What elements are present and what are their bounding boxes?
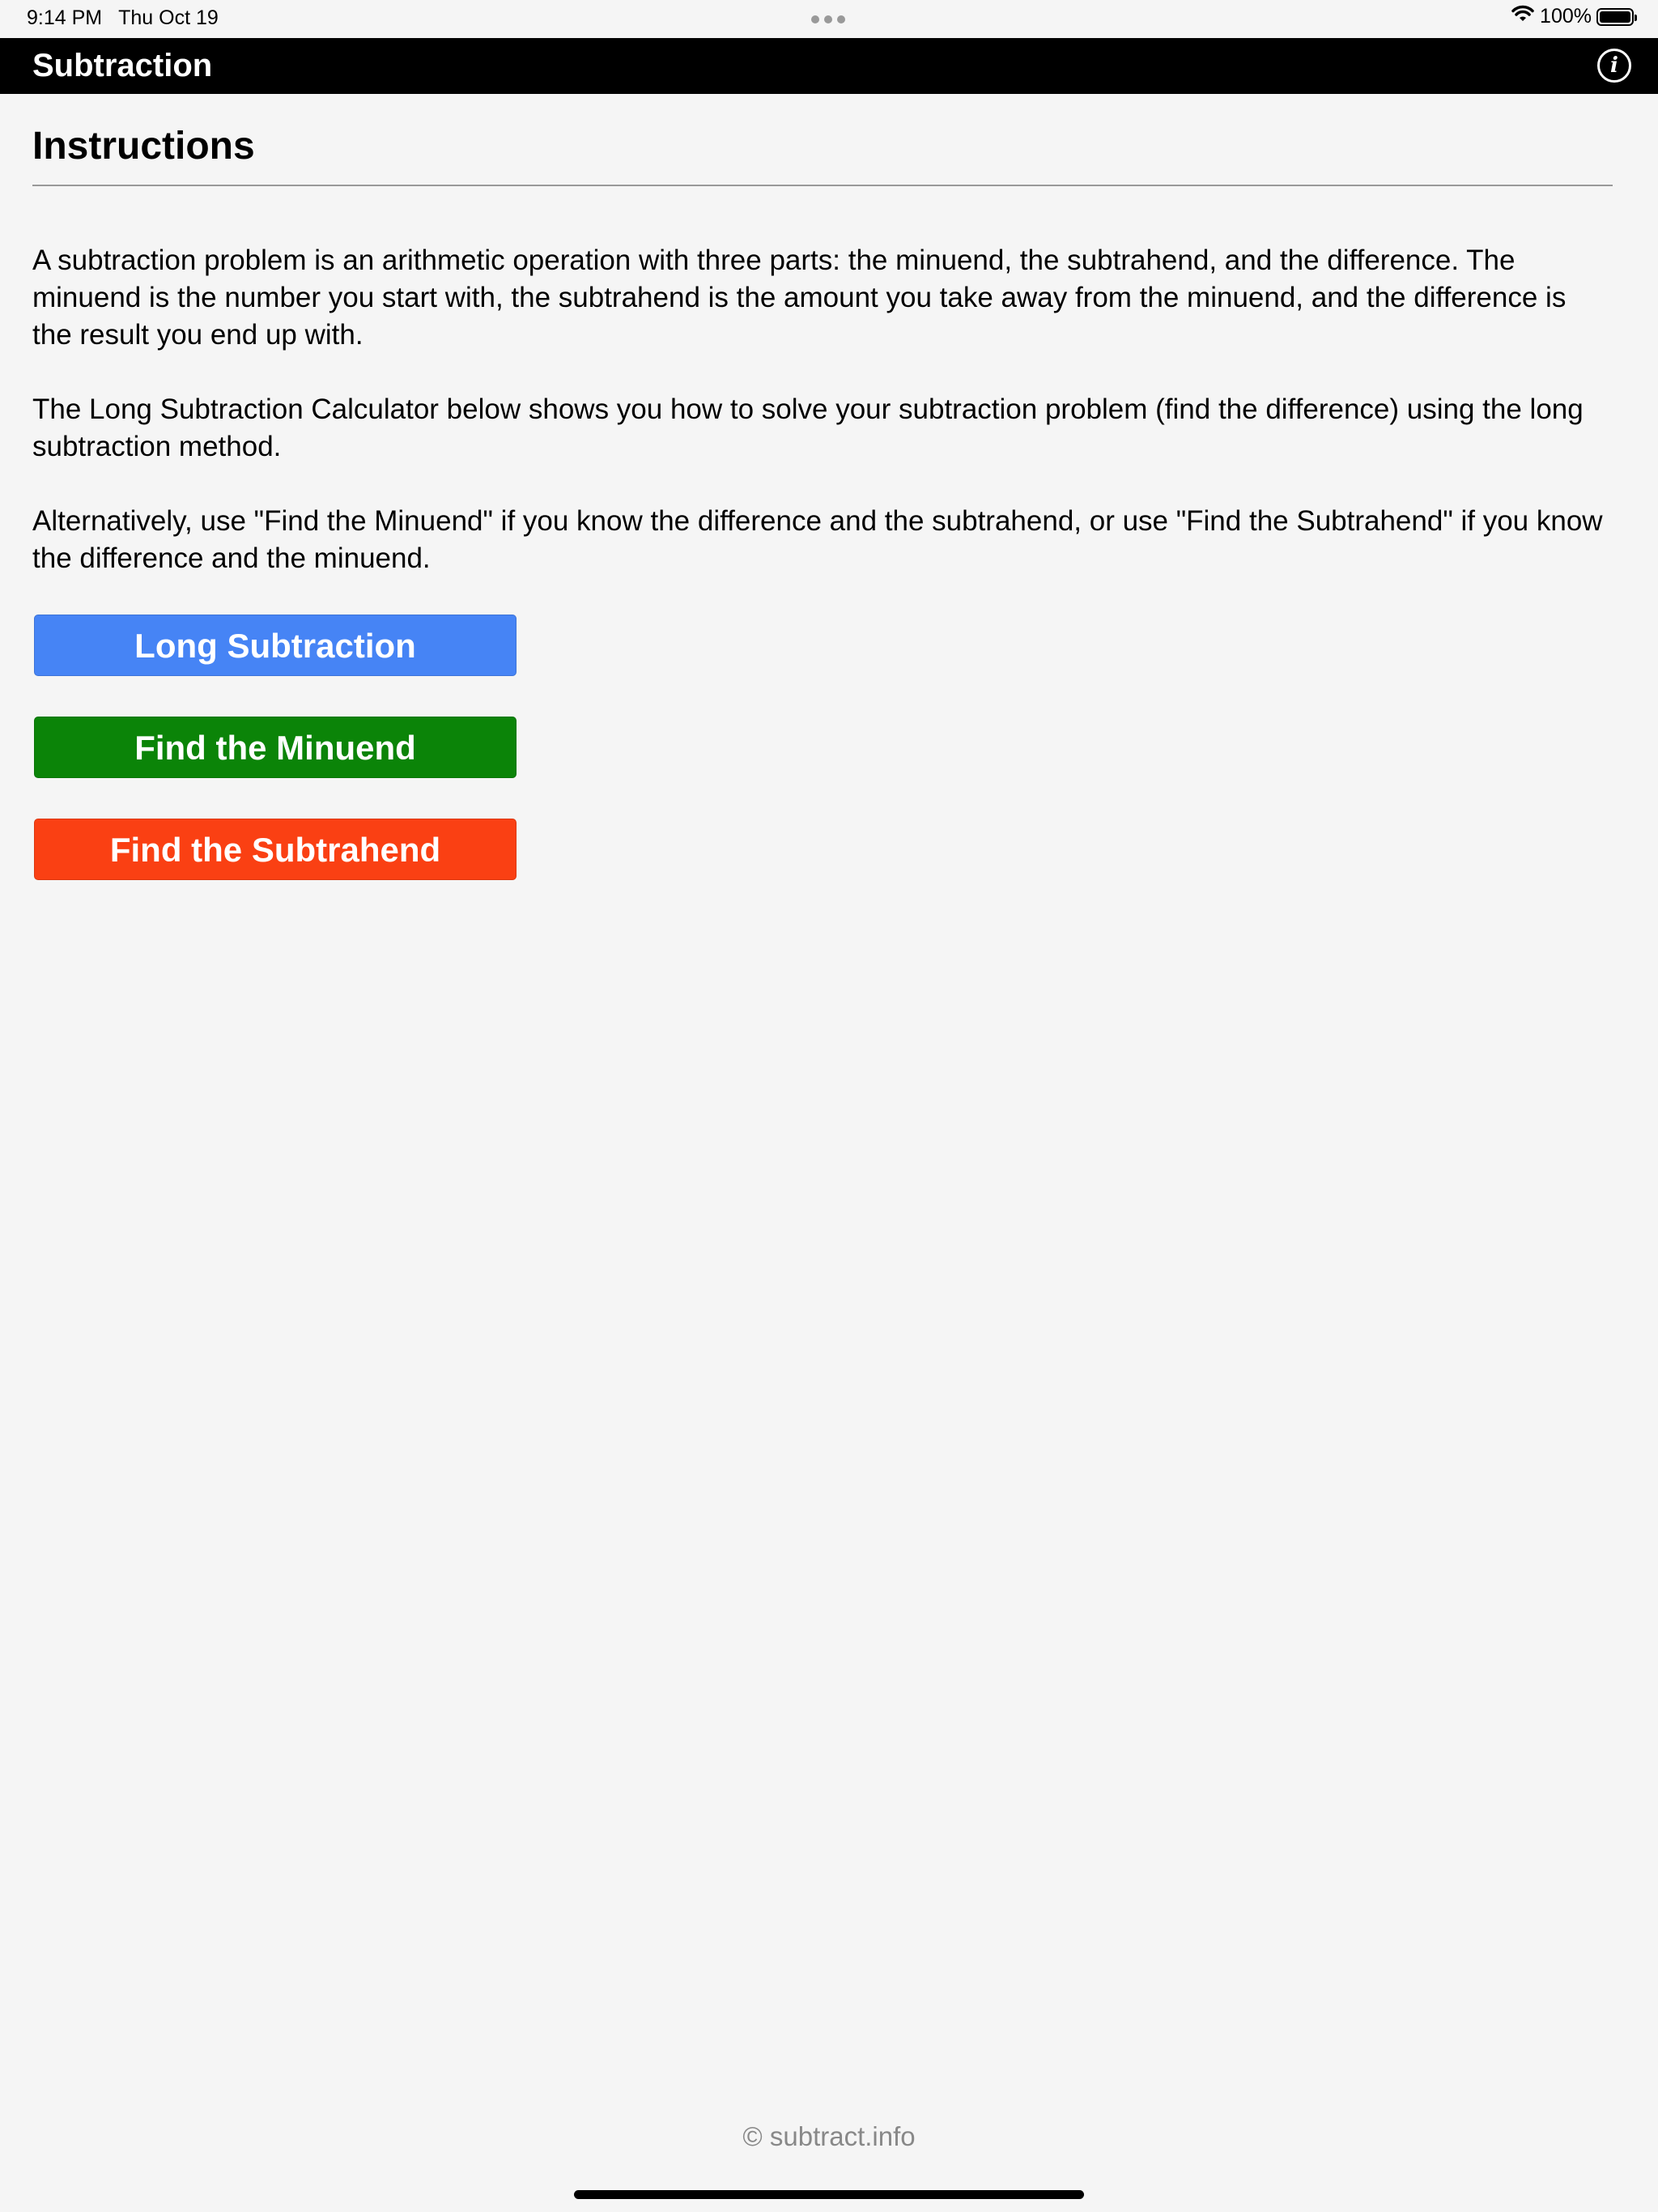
multitasking-dots-icon[interactable]	[811, 15, 845, 23]
battery-icon	[1596, 8, 1634, 26]
status-bar	[0, 0, 1658, 38]
battery-percent: 100%	[1540, 5, 1592, 28]
heading-divider	[32, 185, 1613, 186]
intro-paragraph: A subtraction problem is an arithmetic operation with three parts: the minuend, the subtrahend, and the difference. The minuend is the number you start with, the subtrahend is the amount you take away from the minuend, and the difference is the result you end up with.	[32, 244, 1567, 351]
status-indicators	[1511, 5, 1634, 28]
calculator-paragraph: The Long Subtraction Calculator below shows you how to solve your subtraction problem (find the difference) using the long subtraction method.	[32, 393, 1584, 462]
long-subtraction-button[interactable]: Long Subtraction	[34, 615, 517, 676]
alternative-paragraph: Alternatively, use "Find the Minuend" if you know the difference and the subtrahend, or use "Find the Subtrahend" if you know the difference and the minuend.	[32, 504, 1603, 574]
page-title: Instructions	[32, 125, 255, 168]
info-icon[interactable]: i	[1597, 49, 1631, 83]
footer-copyright[interactable]: © subtract.info	[742, 2121, 916, 2151]
calculator-buttons	[32, 615, 1613, 880]
instructions-content	[32, 94, 1613, 921]
wifi-icon	[1511, 5, 1535, 28]
status-time-date	[27, 6, 219, 30]
nav-bar	[0, 38, 1658, 94]
find-minuend-button[interactable]: Find the Minuend	[34, 717, 517, 778]
home-indicator[interactable]	[574, 2190, 1084, 2199]
status-date: Thu Oct 19	[118, 6, 219, 29]
nav-title: Subtraction	[32, 48, 213, 83]
find-subtrahend-button[interactable]: Find the Subtrahend	[34, 819, 517, 880]
status-time: 9:14 PM	[27, 6, 103, 29]
